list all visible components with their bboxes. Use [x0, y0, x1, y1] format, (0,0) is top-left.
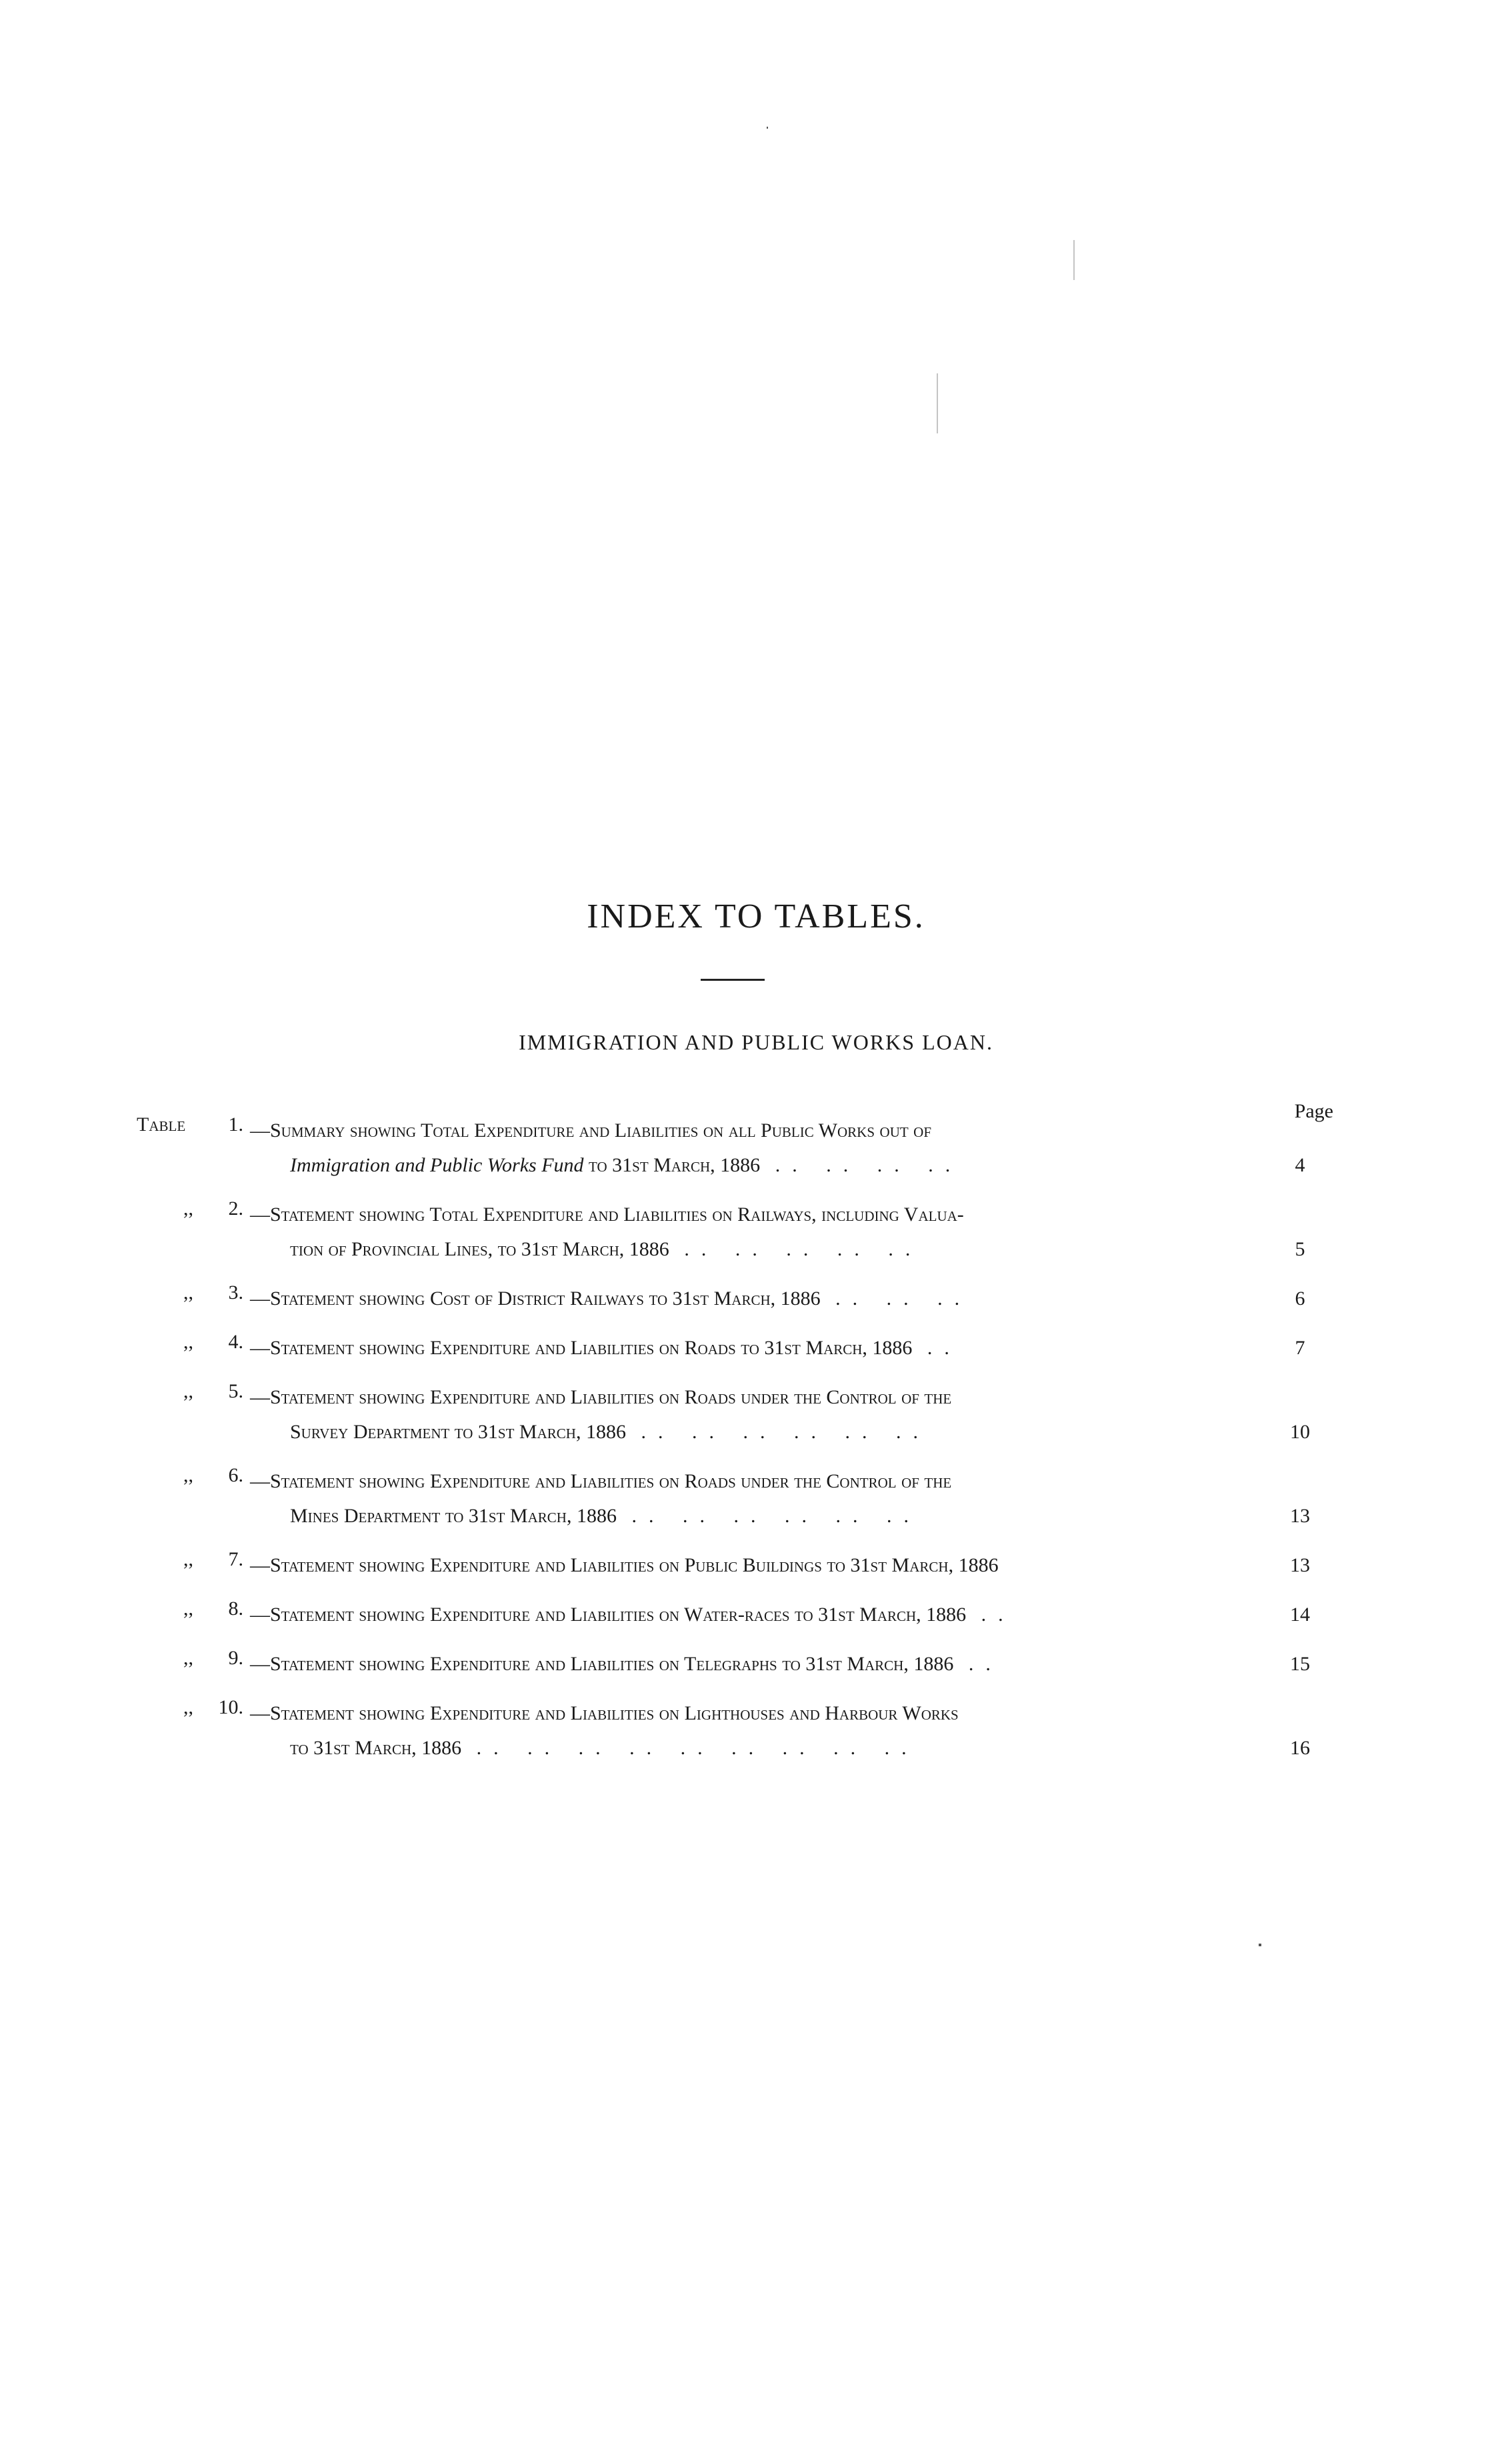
table-number: 4. — [228, 1331, 243, 1353]
table-number: 3. — [228, 1282, 243, 1304]
leader-dots: .. .. .. .. .. — [684, 1238, 923, 1260]
ditto-mark: ,, — [183, 1197, 193, 1219]
ditto-mark: ,, — [183, 1696, 193, 1718]
scan-speck — [1259, 1944, 1261, 1946]
leader-dots: .. .. .. .. — [775, 1154, 963, 1176]
page-number: 10 — [1290, 1421, 1310, 1443]
entry-text — [250, 1548, 1253, 1583]
toc-entry — [137, 1282, 1333, 1316]
toc-entry — [137, 1380, 1333, 1450]
entry-text — [250, 1380, 1253, 1450]
table-prefix: Table — [137, 1113, 186, 1135]
table-number: 6. — [228, 1464, 243, 1486]
table-number: 7. — [228, 1548, 243, 1570]
entry-italic: Immigration and Public Works Fund — [290, 1154, 584, 1176]
entry-line: —Statement showing Expenditure and Liabilities on Roads under the Control of the — [250, 1386, 952, 1408]
entry-text — [250, 1331, 1253, 1366]
entry-text — [250, 1696, 1253, 1766]
entry-line: to 31st March, 1886 — [290, 1737, 462, 1759]
page-title: INDEX TO TABLES. — [587, 897, 925, 935]
leader-dots: .. .. .. .. .. .. .. .. .. — [476, 1737, 919, 1759]
page-number: 15 — [1290, 1653, 1310, 1675]
scan-speck — [1073, 240, 1075, 280]
page-subtitle: IMMIGRATION AND PUBLIC WORKS LOAN. — [519, 1030, 993, 1054]
entry-text — [250, 1282, 1253, 1316]
ditto-mark: ,, — [183, 1647, 193, 1669]
entry-text — [250, 1197, 1253, 1267]
entry-continuation — [250, 1232, 1253, 1267]
entry-line: Mines Department to 31st March, 1886 — [290, 1505, 617, 1527]
toc-entry — [137, 1647, 1333, 1682]
ditto-mark: ,, — [183, 1380, 193, 1402]
scan-speck — [937, 373, 938, 433]
entry-text — [250, 1464, 1253, 1534]
table-number: 2. — [228, 1197, 243, 1219]
entry-line: to 31st March, 1886 — [583, 1154, 761, 1176]
toc-entry — [137, 1113, 1333, 1183]
toc-entry — [137, 1548, 1333, 1583]
page-number: 6 — [1295, 1288, 1305, 1310]
entry-line: —Statement showing Expenditure and Liabilities on Public Buildings to 31st March, 1886 — [250, 1554, 999, 1576]
entry-continuation — [250, 1415, 1253, 1450]
title-divider — [701, 979, 765, 981]
entry-text — [250, 1113, 1253, 1183]
entry-line: —Statement showing Total Expenditure and Liabilities on Railways, including Valua- — [250, 1203, 964, 1226]
entry-line: tion of Provincial Lines, to 31st March, 1886 — [290, 1238, 669, 1260]
ditto-mark: ,, — [183, 1598, 193, 1620]
page-number: 14 — [1290, 1604, 1310, 1626]
ditto-mark: ,, — [183, 1282, 193, 1304]
leader-dots: .. .. .. — [835, 1288, 972, 1310]
entry-line: —Statement showing Expenditure and Liabilities on Telegraphs to 31st March, 1886 — [250, 1653, 954, 1675]
entry-continuation — [250, 1731, 1253, 1766]
table-of-contents — [137, 1100, 1333, 1780]
page-number: 13 — [1290, 1554, 1310, 1576]
toc-entry — [137, 1464, 1333, 1534]
entry-line: —Statement showing Expenditure and Liabilities on Lighthouses and Harbour Works — [250, 1702, 959, 1724]
ditto-mark: ,, — [183, 1548, 193, 1570]
table-number: 1. — [228, 1113, 243, 1135]
page-number: 16 — [1290, 1737, 1310, 1759]
toc-entry — [137, 1598, 1333, 1632]
entry-continuation — [250, 1148, 1253, 1183]
page-number: 13 — [1290, 1505, 1310, 1527]
toc-entry — [137, 1331, 1333, 1366]
leader-dots: .. .. .. .. .. .. — [641, 1421, 930, 1443]
leader-dots: .. .. .. .. .. .. — [631, 1505, 921, 1527]
entry-line: Survey Department to 31st March, 1886 — [290, 1421, 626, 1443]
table-number: 10. — [218, 1696, 243, 1718]
leader-dots: .. — [927, 1337, 961, 1359]
toc-entry — [137, 1197, 1333, 1267]
ditto-mark: ,, — [183, 1331, 193, 1353]
ditto-mark: ,, — [183, 1464, 193, 1486]
entry-line: —Summary showing Total Expenditure and Liabilities on all Public Works out of — [250, 1119, 932, 1141]
page-number: 7 — [1295, 1337, 1305, 1359]
table-number: 5. — [228, 1380, 243, 1402]
entry-line: —Statement showing Expenditure and Liabilities on Water-races to 31st March, 1886 — [250, 1604, 967, 1626]
leader-dots: .. — [981, 1604, 1015, 1626]
leader-dots: .. — [968, 1653, 1003, 1675]
page-number: 4 — [1295, 1154, 1305, 1176]
scan-speck — [767, 127, 768, 129]
entry-line: —Statement showing Cost of District Railways to 31st March, 1886 — [250, 1288, 821, 1310]
entry-continuation — [250, 1499, 1253, 1534]
table-number: 9. — [228, 1647, 243, 1669]
entry-line: —Statement showing Expenditure and Liabilities on Roads under the Control of the — [250, 1470, 952, 1492]
entry-text — [250, 1598, 1253, 1632]
page-number: 5 — [1295, 1238, 1305, 1260]
entry-line: —Statement showing Expenditure and Liabilities on Roads to 31st March, 1886 — [250, 1337, 913, 1359]
entry-text — [250, 1647, 1253, 1682]
page-column-heading: Page — [1294, 1100, 1333, 1122]
toc-entry — [137, 1696, 1333, 1766]
toc-entries — [137, 1113, 1333, 1766]
table-number: 8. — [228, 1598, 243, 1620]
